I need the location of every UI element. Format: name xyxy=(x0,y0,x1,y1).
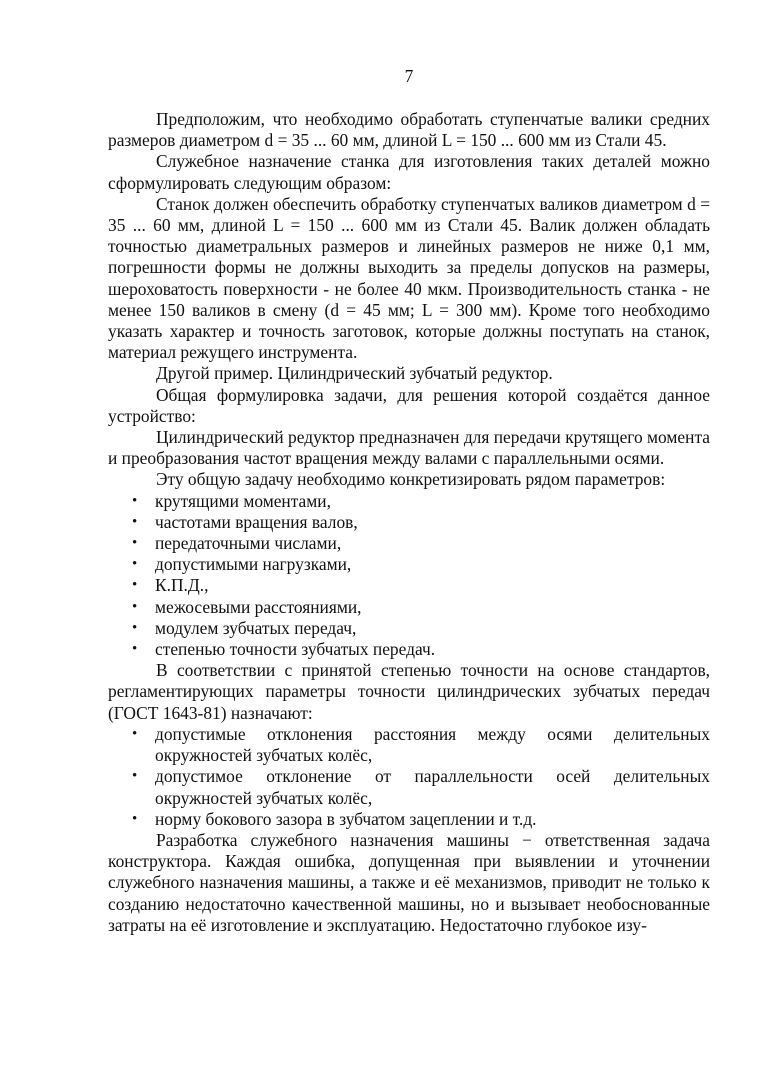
bullet-icon: • xyxy=(132,619,138,636)
bullet-icon: • xyxy=(132,535,138,552)
bullet-icon: • xyxy=(132,598,138,615)
bullet-icon: • xyxy=(132,513,138,530)
paragraph-general-task: Общая формулировка задачи, для решения которой создаётся данное устройство: xyxy=(108,384,710,426)
paragraph-machine-purpose: Служебное назначение станка для изготовления таких деталей можно сформулировать следующим образом: xyxy=(108,151,710,193)
paragraph-another-example: Другой пример. Цилиндрический зубчатый редуктор. xyxy=(156,363,553,384)
list-item: • передаточными числами, xyxy=(132,533,342,554)
bullet-icon: • xyxy=(132,492,138,509)
paragraph-shafts-intro: Предположим, что необходимо обработать ступенчатые валики средних размеров диаметром d = 35 ... 60 мм, длиной L = 150 ... 600 мм из Стали 45. xyxy=(108,109,710,151)
list-item: • допустимое отклонение от параллельности осей делительных окружностей зубчатых колёс, xyxy=(132,766,710,808)
bullet-icon: • xyxy=(132,725,138,742)
bullet-icon: • xyxy=(132,768,138,785)
list-item: • частотами вращения валов, xyxy=(132,511,358,532)
list-item: • К.П.Д., xyxy=(132,575,209,596)
bullet-icon: • xyxy=(132,810,138,827)
list-item: • допустимыми нагрузками, xyxy=(132,554,352,575)
paragraph-gost: В соответствии с принятой степенью точности на основе стандартов, регламентирующих параметры точности цилиндрических зубчатых передач (ГОСТ 1643-81) назначают: xyxy=(108,660,710,723)
document-page xyxy=(108,66,710,936)
bullet-icon: • xyxy=(132,556,138,573)
list-item: • допустимые отклонения расстояния между осями делительных окружностей зубчатых колёс, xyxy=(132,723,710,766)
list-item: • крутящими моментами, xyxy=(132,490,331,511)
bullet-icon: • xyxy=(132,577,138,594)
list-item: • модулем зубчатых передач, xyxy=(132,617,357,638)
page-number: 7 xyxy=(404,66,414,86)
parameters-list xyxy=(108,491,710,661)
paragraph-final: Разработка служебного назначения машины − ответственная задача конструктора. Каждая ошибка, допущенная при выявлении и уточнении служебного назначения машины, а также и её механизмов, приводит не только к созданию недостаточно качественной машины, но и вызывает необоснованные затраты на её изготовление и эксплуатацию. Недостаточно глубокое изу- xyxy=(108,829,710,935)
bullet-icon: • xyxy=(132,641,138,658)
paragraph-reducer-purpose: Цилиндрический редуктор предназначен для передачи крутящего момента и преобразования частот вращения между валами с параллельными осями. xyxy=(108,427,710,469)
paragraph-concretize: Эту общую задачу необходимо конкретизировать рядом параметров: xyxy=(156,469,666,490)
gost-list xyxy=(108,724,710,830)
paragraph-machine-spec: Станок должен обеспечить обработку ступенчатых валиков диаметром d = 35 ... 60 мм, длиной L = 150 ... 600 мм из Стали 45. Валик должен обладать точностью диаметральных размеров и линейных размеров не ниже 0,1 мм, погрешности формы не должны выходить за пределы допусков на размеры, шероховатость поверхности - не более 40 мкм. Производительность станка - не менее 150 валиков в смену (d = 45 мм; L = 300 мм). Кроме того необходимо указать характер и точность заготовок, которые должны поступать на станок, материал режущего инструмента. xyxy=(108,193,710,363)
list-item: • норму бокового зазора в зубчатом зацеплении и т.д. xyxy=(132,808,537,829)
list-item: • степенью точности зубчатых передач. xyxy=(132,639,436,660)
list-item: • межосевыми расстояниями, xyxy=(132,596,362,617)
